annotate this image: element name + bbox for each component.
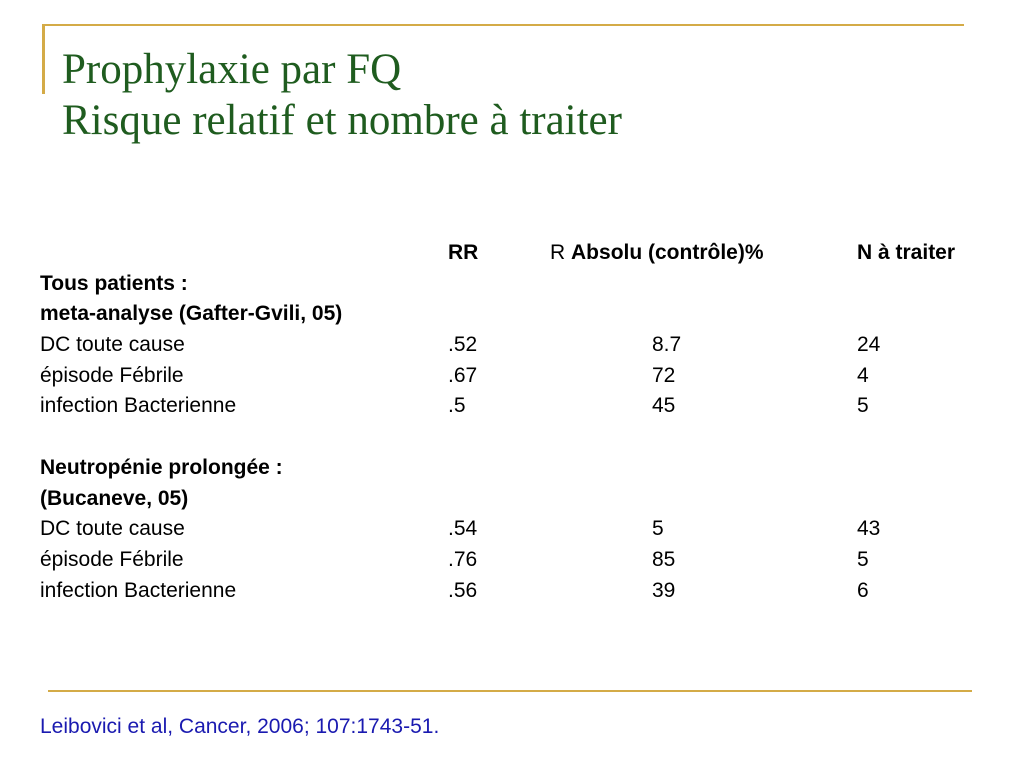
- row-label: épisode Fébrile: [40, 547, 184, 571]
- row-number-to-treat: 43: [857, 517, 881, 541]
- row-number-to-treat: 4: [857, 363, 869, 387]
- group-heading: [40, 269, 1000, 300]
- row-number-to-treat: 24: [857, 333, 881, 357]
- header-absolute-risk-label: Absolu (contrôle)%: [571, 241, 764, 264]
- title-frame-horizontal-rule: [42, 24, 964, 26]
- group-2-source: (Bucaneve, 05): [40, 486, 189, 510]
- group-subheading: [40, 299, 1000, 330]
- row-absolute-risk: 8.7: [652, 333, 682, 357]
- results-table: [40, 238, 1000, 606]
- citation: Leibovici et al, Cancer, 2006; 107:1743-51.: [40, 715, 440, 738]
- table-row: [40, 361, 1000, 392]
- header-number-to-treat: N à traiter: [857, 241, 956, 264]
- spacer-row: [40, 422, 1000, 453]
- header-rr: RR: [448, 241, 479, 264]
- row-absolute-risk: 39: [652, 578, 676, 602]
- slide-title-line-1: Prophylaxie par FQ: [62, 46, 402, 93]
- row-rr: .52: [448, 333, 478, 357]
- row-label: infection Bacterienne: [40, 394, 237, 418]
- footer-rule: [48, 690, 972, 692]
- row-rr: .67: [448, 363, 478, 387]
- row-rr: .56: [448, 578, 478, 602]
- header-absolute-risk: [550, 238, 764, 269]
- group-1-heading: Tous patients :: [40, 271, 188, 295]
- row-rr: .5: [448, 394, 466, 418]
- row-absolute-risk: 85: [652, 547, 676, 571]
- row-number-to-treat: 5: [857, 394, 869, 418]
- group-2-heading: Neutropénie prolongée :: [40, 455, 283, 479]
- row-number-to-treat: 5: [857, 547, 869, 571]
- row-label: DC toute cause: [40, 333, 185, 357]
- table-header-row: [40, 238, 1000, 269]
- group-subheading: [40, 484, 1000, 515]
- row-rr: .76: [448, 547, 478, 571]
- header-absolute-risk-prefix: R: [550, 241, 566, 264]
- table-row: [40, 545, 1000, 576]
- row-number-to-treat: 6: [857, 578, 869, 602]
- table-row: [40, 391, 1000, 422]
- row-label: infection Bacterienne: [40, 578, 237, 602]
- row-label: DC toute cause: [40, 517, 185, 541]
- table-row: [40, 514, 1000, 545]
- group-heading: [40, 453, 1000, 484]
- table-row: [40, 576, 1000, 607]
- row-absolute-risk: 72: [652, 363, 676, 387]
- table-row: [40, 330, 1000, 361]
- slide-title: [62, 44, 622, 146]
- row-absolute-risk: 45: [652, 394, 676, 418]
- row-rr: .54: [448, 517, 478, 541]
- row-label: épisode Fébrile: [40, 363, 184, 387]
- row-absolute-risk: 5: [652, 517, 664, 541]
- slide-title-line-2: Risque relatif et nombre à traiter: [62, 97, 622, 144]
- group-1-source: meta-analyse (Gafter-Gvili, 05): [40, 302, 343, 326]
- title-frame-vertical-rule: [42, 24, 45, 94]
